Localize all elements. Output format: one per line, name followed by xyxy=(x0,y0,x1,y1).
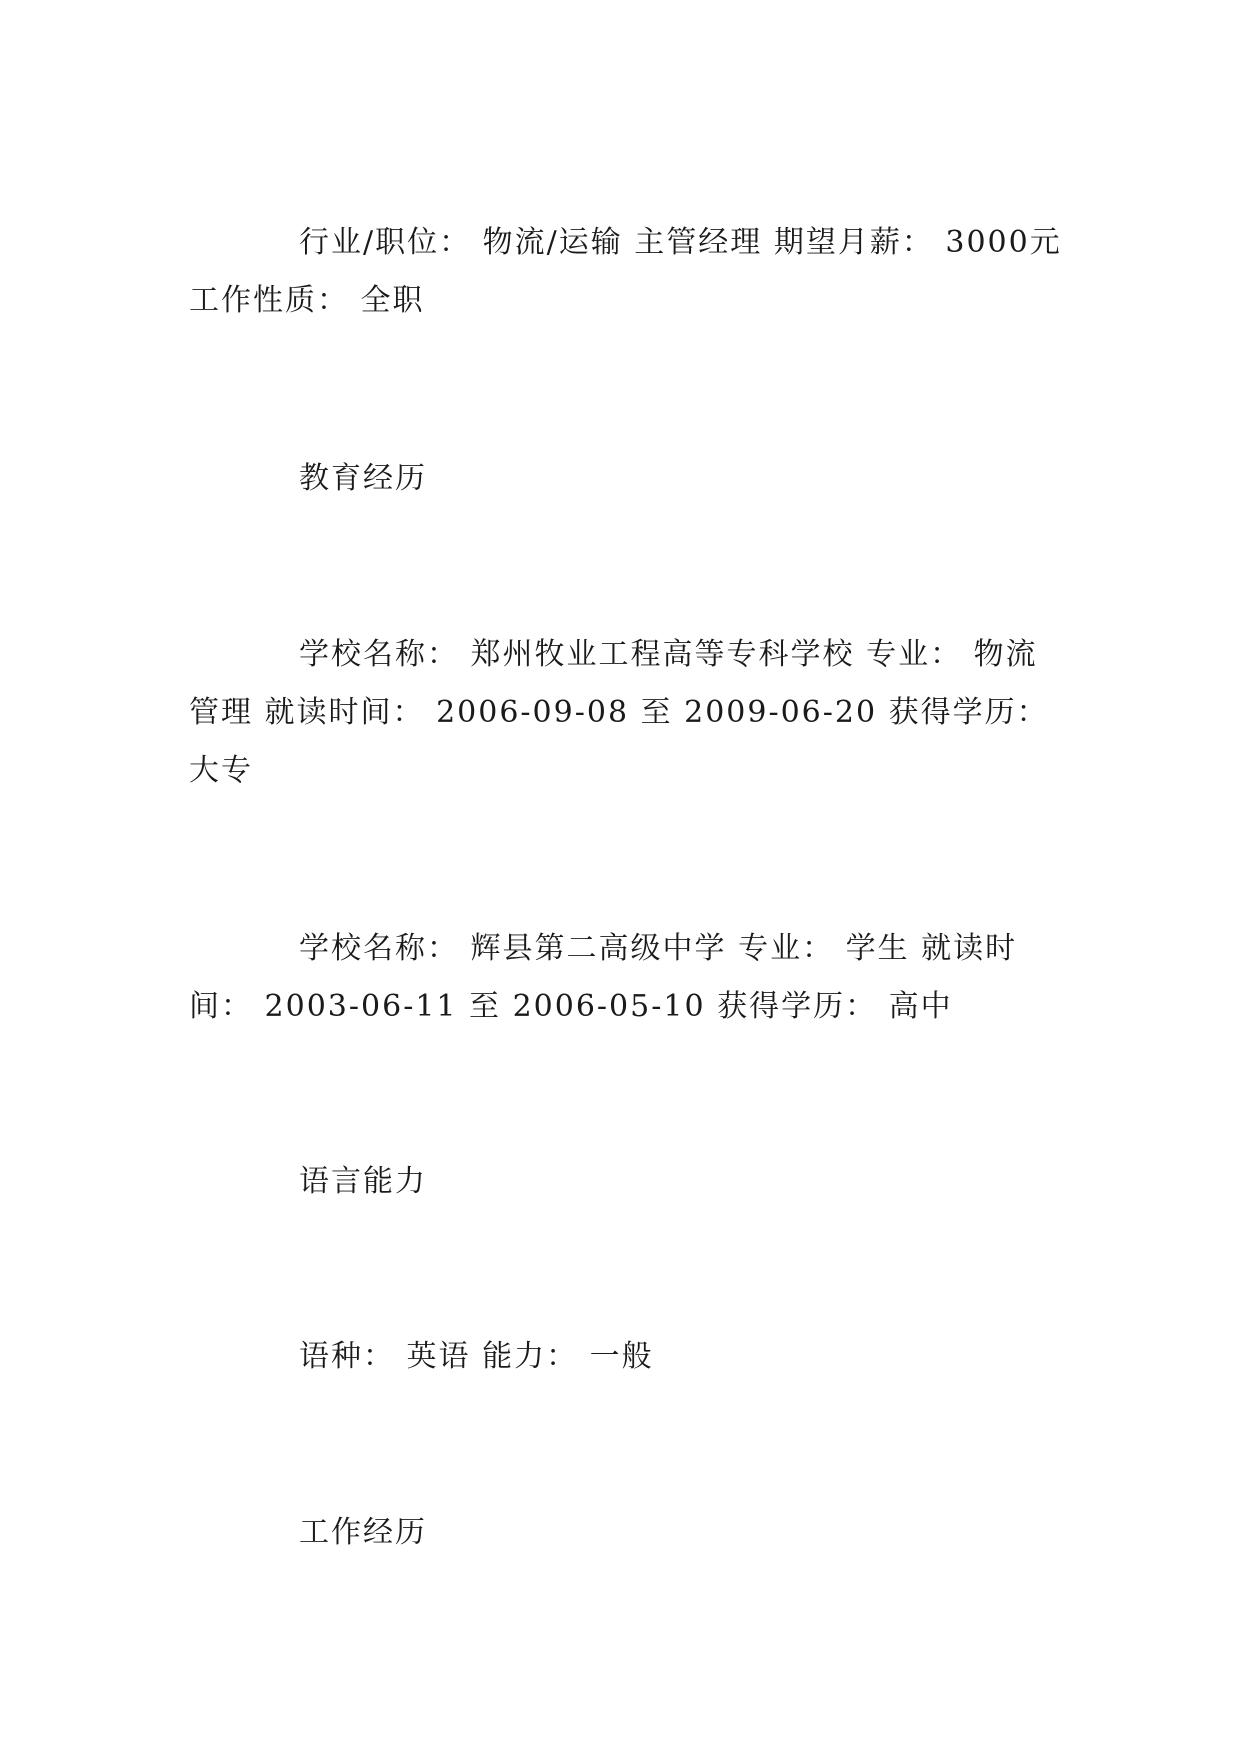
education-entry-college: 学校名称： 郑州牧业工程高等专科学校 专业： 物流管理 就读时间： 2006-09-08 至 2009-06-20 获得学历： 大专 xyxy=(189,637,1049,788)
job-intention-paragraph: 行业/职位： 物流/运输 主管经理 期望月薪： 3000元 工作性质： 全职 xyxy=(189,225,1062,318)
education-entry-highschool: 学校名称： 辉县第二高级中学 专业： 学生 就读时间： 2003-06-11 至 2006-05-10 获得学历： 高中 xyxy=(189,931,1018,1024)
education-heading: 教育经历 xyxy=(299,461,427,496)
language-heading: 语言能力 xyxy=(299,1164,427,1199)
language-entry: 语种： 英语 能力： 一般 xyxy=(299,1339,654,1374)
work-experience-heading: 工作经历 xyxy=(299,1515,427,1550)
